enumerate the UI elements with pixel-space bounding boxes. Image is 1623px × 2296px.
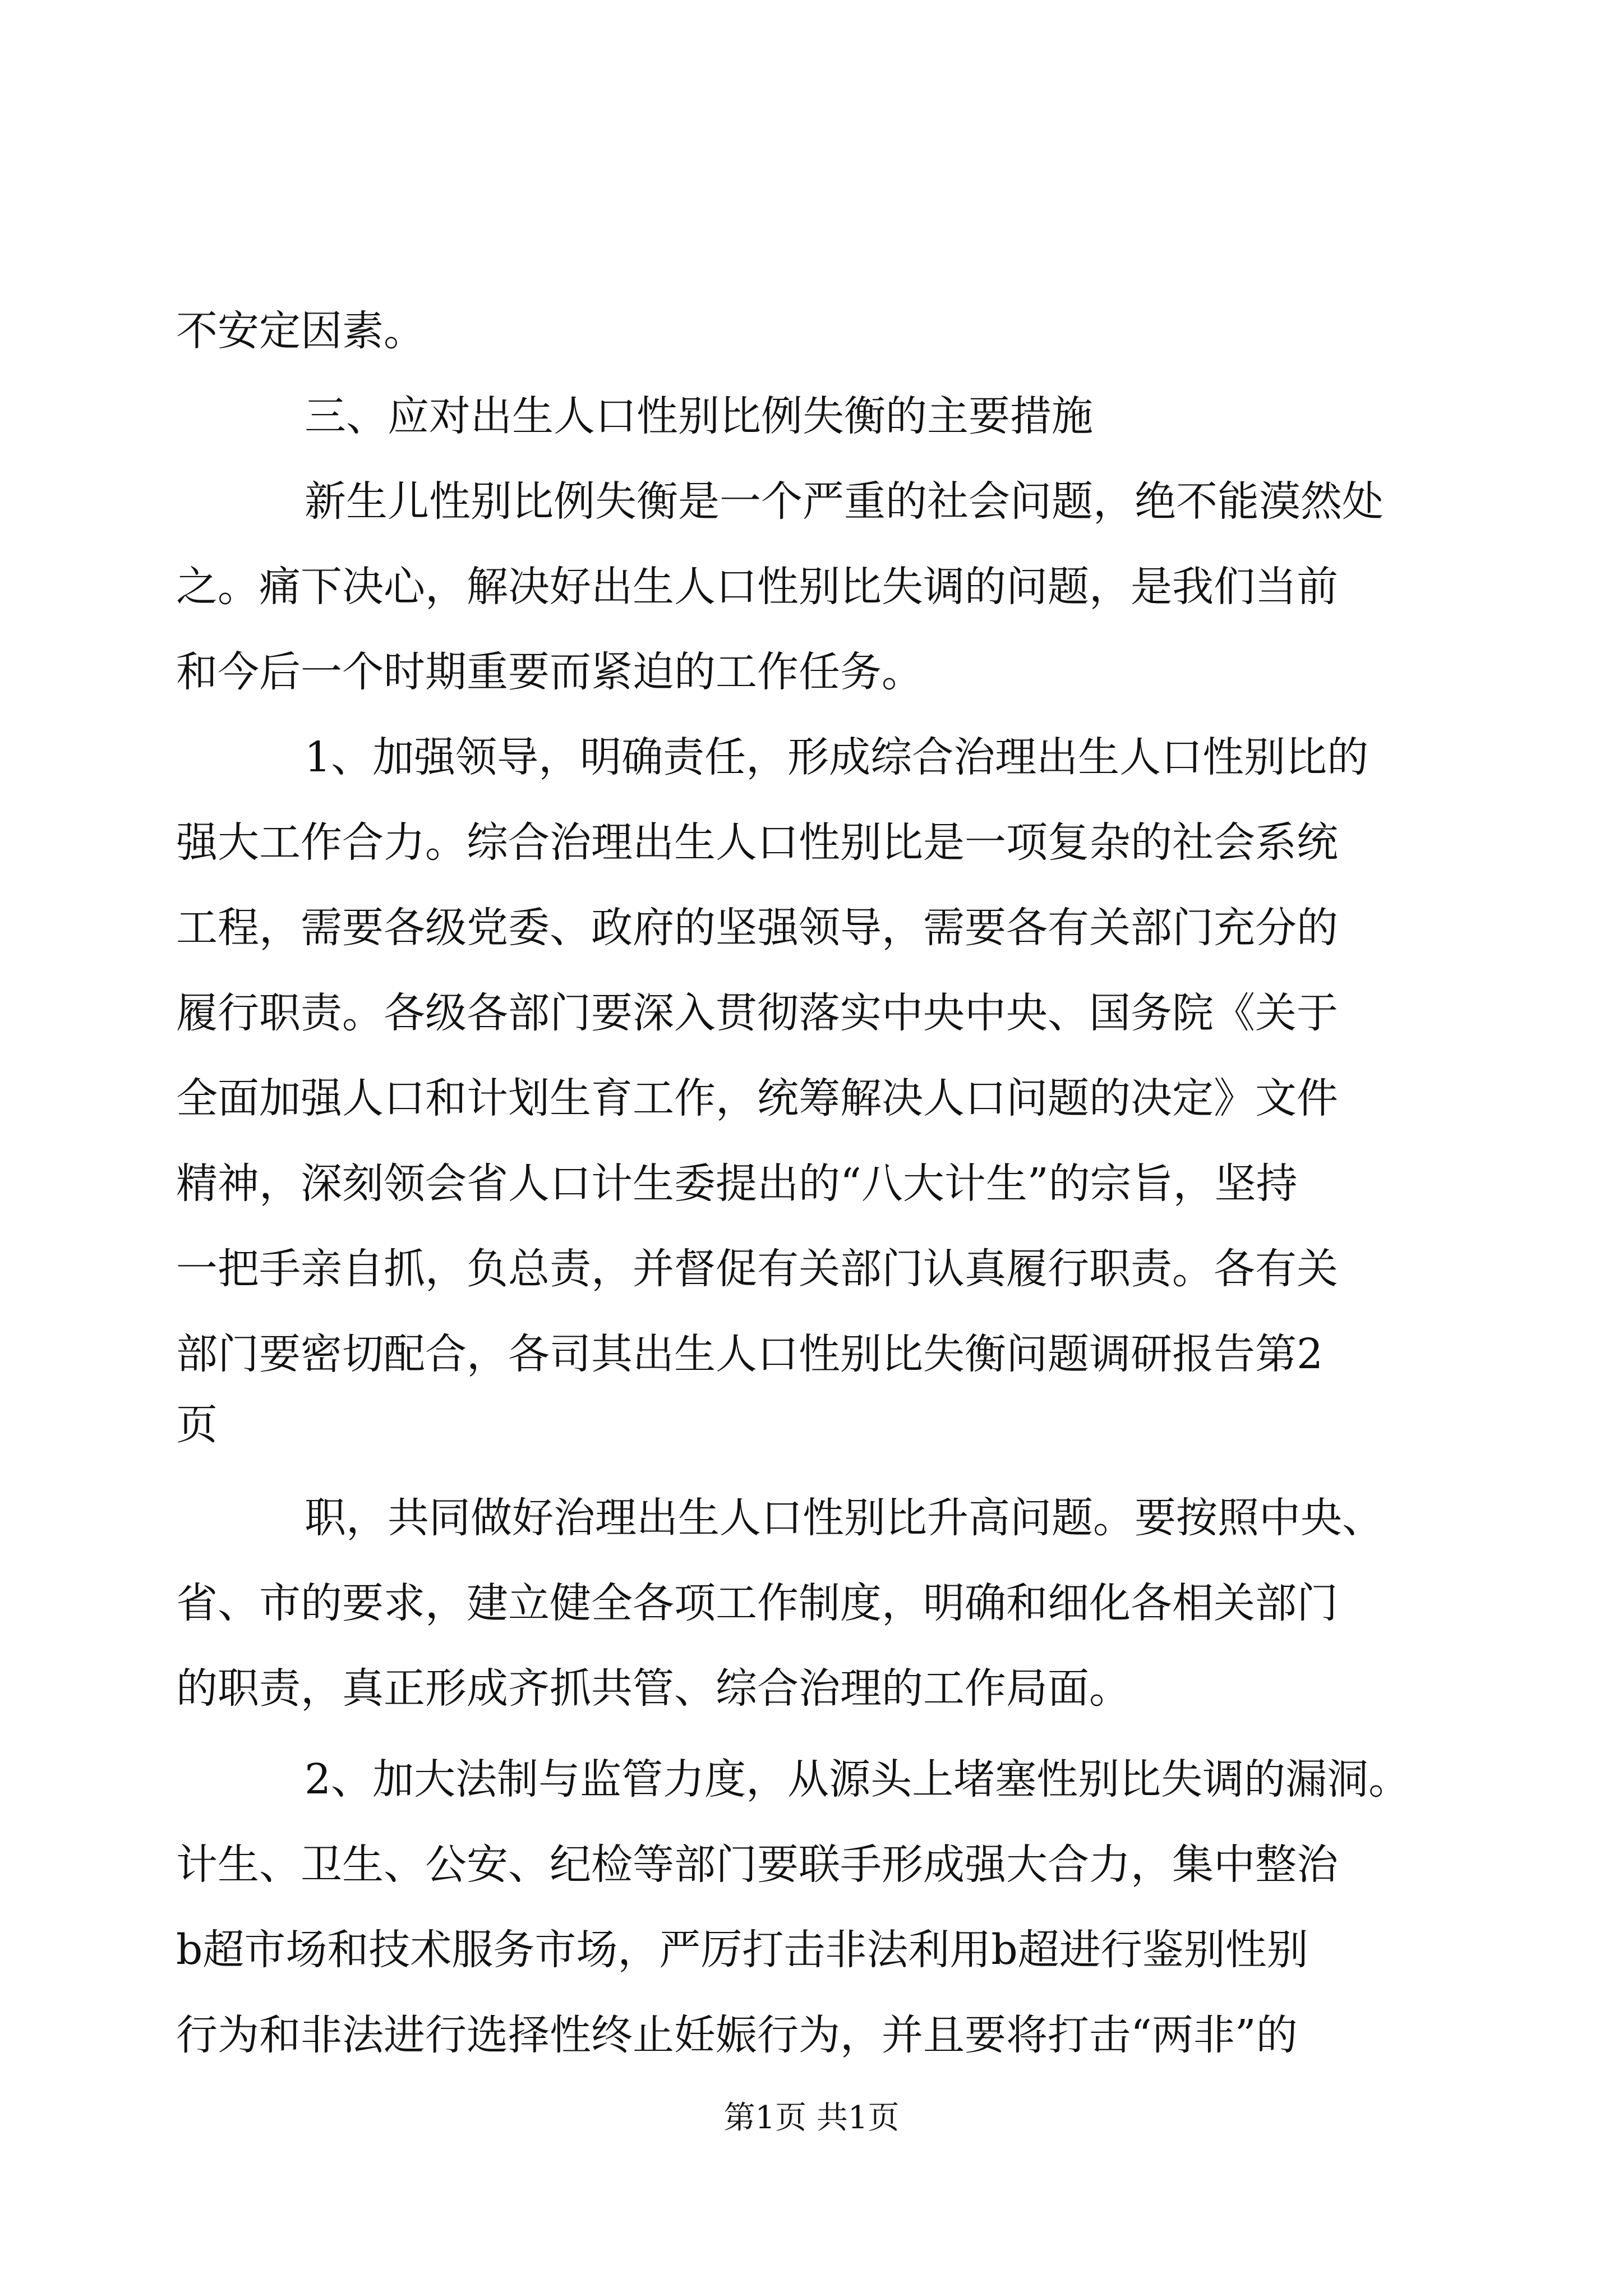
paragraph-line: 部门要密切配合，各司其出生人口性别比失衡问题调研报告第2: [176, 1330, 1324, 1378]
paragraph-line: 职，共同做好治理出生人口性别比升高问题。要按照中央、: [305, 1494, 1384, 1542]
paragraph-line: 工程，需要各级党委、政府的坚强领导，需要各有关部门充分的: [176, 904, 1338, 952]
section-heading: 三、应对出生人口性别比例失衡的主要措施: [305, 392, 1093, 440]
paragraph-line: 计生、卫生、公安、纪检等部门要联手形成强大合力，集中整治: [176, 1841, 1338, 1889]
paragraph-line: 强大工作合力。综合治理出生人口性别比是一项复杂的社会系统: [176, 818, 1338, 867]
paragraph-line: 履行职责。各级各部门要深入贯彻落实中央中央、国务院《关于: [176, 989, 1338, 1037]
paragraph-line: 1、加强领导，明确责任，形成综合治理出生人口性别比的: [305, 733, 1369, 781]
paragraph-line: 省、市的要求，建立健全各项工作制度，明确和细化各相关部门: [176, 1579, 1338, 1627]
paragraph-line: 全面加强人口和计划生育工作，统筹解决人口问题的决定》文件: [176, 1074, 1338, 1122]
paragraph-line: 之。痛下决心，解决好出生人口性别比失调的问题，是我们当前: [176, 563, 1338, 611]
paragraph-line: 一把手亲自抓，负总责，并督促有关部门认真履行职责。各有关: [176, 1245, 1338, 1293]
paragraph-line: 的职责，真正形成齐抓共管、综合治理的工作局面。: [176, 1664, 1131, 1713]
paragraph-line: 新生儿性别比例失衡是一个严重的社会问题，绝不能漠然处: [305, 477, 1384, 526]
paragraph-line: 页: [176, 1401, 218, 1449]
text-line: 不安定因素。: [176, 307, 425, 355]
paragraph-line: 行为和非法进行选择性终止妊娠行为，并且要将打击“两非”的: [176, 2011, 1298, 2059]
paragraph-line: b超市场和技术服务市场，严厉打击非法利用b超进行鉴别性别: [176, 1926, 1308, 1974]
paragraph-line: 和今后一个时期重要而紧迫的工作任务。: [176, 648, 923, 696]
paragraph-line: 2、加大法制与监管力度，从源头上堵塞性别比失调的漏洞。: [305, 1755, 1410, 1803]
page-footer: 第1页 共1页: [723, 2100, 900, 2136]
paragraph-line: 精神，深刻领会省人口计生委提出的“八大计生”的宗旨，坚持: [176, 1159, 1298, 1208]
